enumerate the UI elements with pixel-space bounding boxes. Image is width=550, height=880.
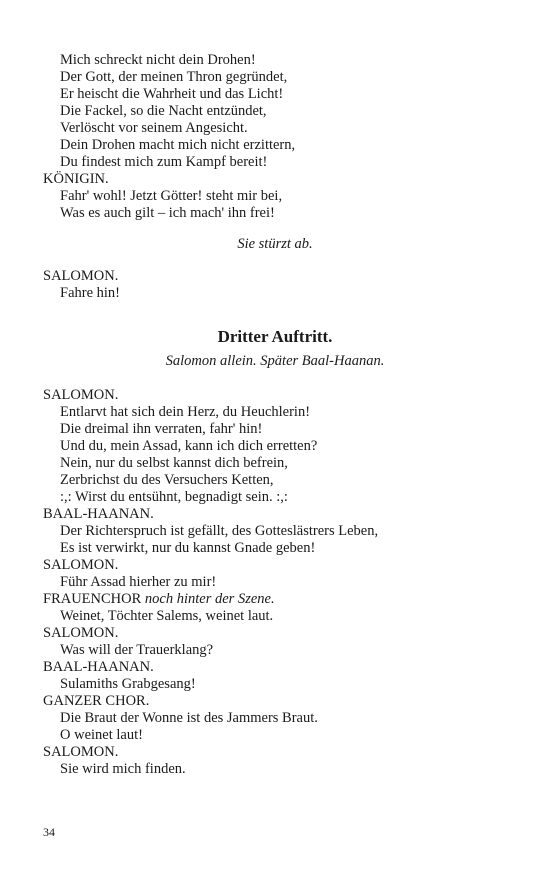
scene-title: Dritter Auftritt.: [217, 327, 333, 346]
stage-direction: Sie stürzt ab.: [237, 236, 313, 252]
verse-line: Was es auch gilt – ich mach' ihn frei!: [60, 205, 275, 221]
page-number: 34: [43, 825, 55, 839]
verse-line: Die Fackel, so die Nacht entzündet,: [60, 103, 267, 119]
speaker-name: BAAL-HAANAN.: [43, 506, 154, 522]
verse-line: Fahr' wohl! Jetzt Götter! steht mir bei,: [60, 188, 283, 204]
verse-line: Mich schreckt nicht dein Drohen!: [60, 52, 256, 68]
verse-line: Sulamiths Grabgesang!: [60, 676, 196, 692]
verse-line: Die dreimal ihn verraten, fahr' hin!: [60, 421, 263, 437]
verse-line: Der Gott, der meinen Thron gegründet,: [60, 69, 288, 85]
verse-line: Zerbrichst du des Versuchers Ketten,: [60, 472, 274, 488]
inline-stage-direction: noch hinter der Szene.: [144, 591, 275, 607]
verse-line: :,: Wirst du entsühnt, begnadigt sein. :,:: [60, 489, 288, 505]
verse-line: Verlöscht vor seinem Angesicht.: [60, 120, 248, 136]
verse-line: Die Braut der Wonne ist des Jammers Braut.: [60, 710, 318, 726]
verse-line: Fahre hin!: [60, 285, 120, 301]
verse-line: Weinet, Töchter Salems, weinet laut.: [60, 608, 274, 624]
verse-line: O weinet laut!: [60, 727, 143, 743]
stage-direction: Salomon allein. Später Baal-Haanan.: [165, 353, 385, 369]
speaker-with-direction: [43, 591, 275, 608]
speaker-name: SALOMON.: [43, 268, 119, 284]
speaker-name: KÖNIGIN.: [43, 171, 109, 187]
verse-line: Es ist verwirkt, nur du kannst Gnade geben!: [60, 540, 316, 556]
verse-line: Du findest mich zum Kampf bereit!: [60, 154, 268, 170]
verse-line: Dein Drohen macht mich nicht erzittern,: [60, 137, 296, 153]
speaker-name: GANZER CHOR.: [43, 693, 150, 709]
verse-line: Sie wird mich finden.: [60, 761, 186, 777]
speaker-name: SALOMON.: [43, 744, 119, 760]
verse-line: Was will der Trauerklang?: [60, 642, 214, 658]
verse-line: Führ Assad hierher zu mir!: [60, 574, 217, 590]
speaker-name: SALOMON.: [43, 387, 119, 403]
verse-line: Er heischt die Wahrheit und das Licht!: [60, 86, 284, 102]
speaker-name: BAAL-HAANAN.: [43, 659, 154, 675]
verse-line: Nein, nur du selbst kannst dich befrein,: [60, 455, 288, 471]
verse-line: Der Richterspruch ist gefällt, des Gotteslästrers Leben,: [60, 523, 379, 539]
verse-line: Entlarvt hat sich dein Herz, du Heuchlerin!: [60, 404, 311, 420]
speaker-name: SALOMON.: [43, 557, 119, 573]
verse-line: Und du, mein Assad, kann ich dich erretten?: [60, 438, 318, 454]
speaker-name: SALOMON.: [43, 625, 119, 641]
speaker-name: FRAUENCHOR: [43, 591, 142, 607]
